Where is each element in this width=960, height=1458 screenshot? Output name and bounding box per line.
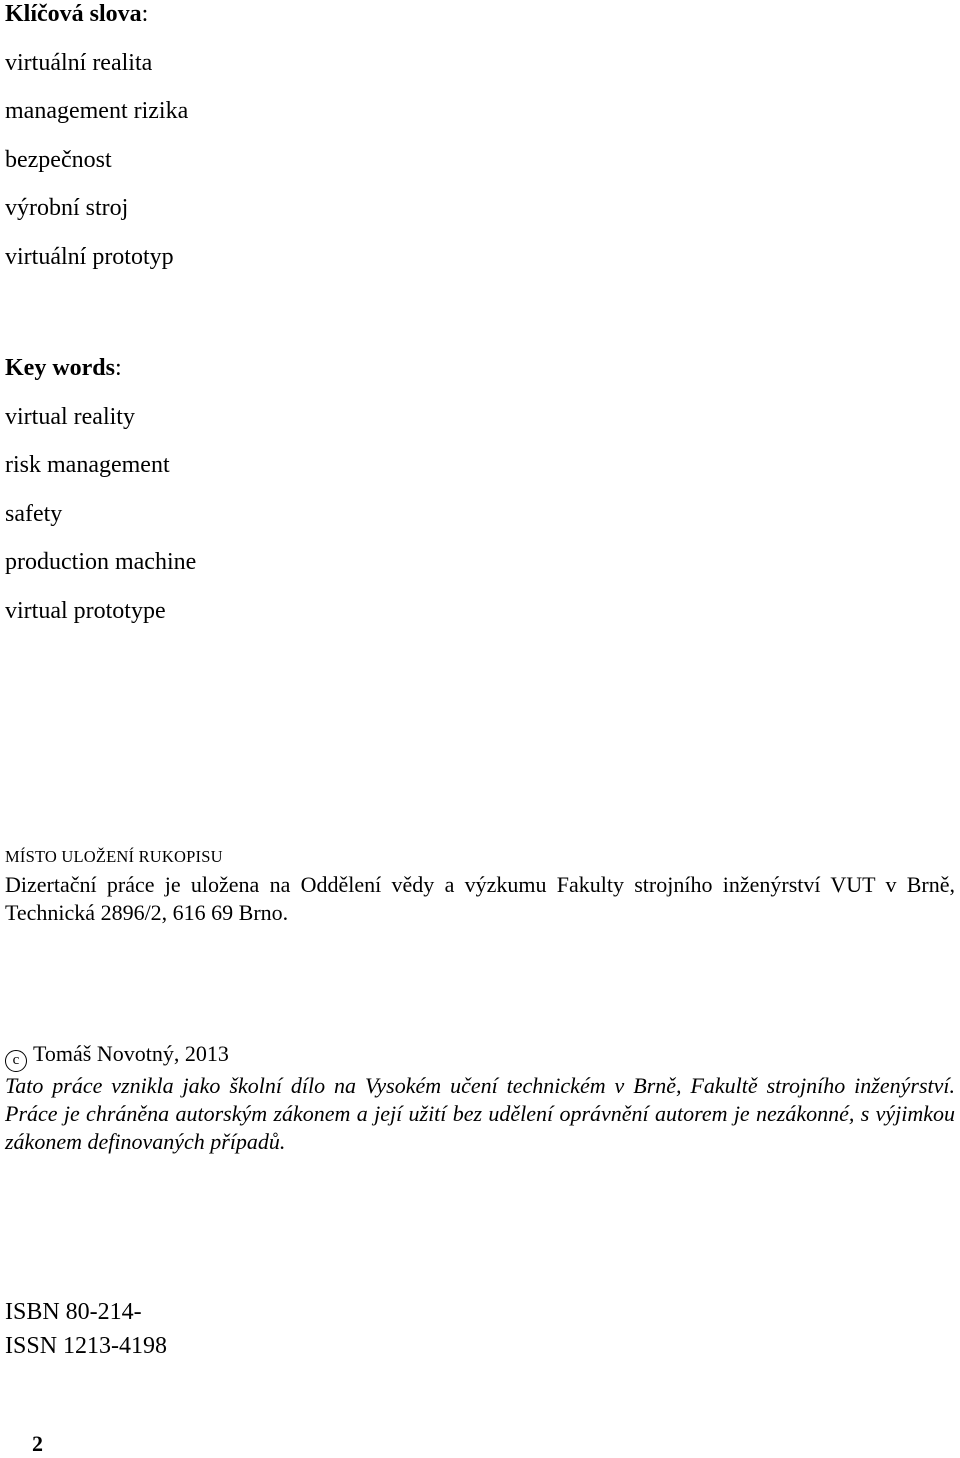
isbn: ISBN 80-214- (5, 1299, 142, 1325)
issn: ISSN 1213-4198 (5, 1333, 168, 1359)
keywords-cz-heading: Klíčová slova: (5, 1, 149, 27)
keyword-cz-item: management rizika (5, 98, 189, 124)
keyword-cz-item: bezpečnost (5, 146, 112, 173)
keyword-cz-item: výrobní stroj (5, 195, 129, 221)
keyword-en-item: safety (5, 500, 63, 527)
copyright-owner: Tomáš Novotný, 2013 (33, 1041, 229, 1066)
keyword-en-item: production machine (5, 549, 197, 575)
copyright-notice: Tato práce vznikla jako školní dílo na Vysokém učení technickém v Brně, Fakultě strojního inženýrství. Práce je chráněna autorským zákonem a její užití bez udělení oprávnění autorem je nezákonné, s výjimkou zákonem definovaných případů. (5, 1073, 955, 1154)
page-number: 2 (32, 1431, 43, 1456)
keywords-cz-section (5, 0, 188, 281)
storage-text: Dizertační práce je uložena na Oddělení vědy a výzkumu Fakulty strojního inženýrství VUT v Brně, Technická 2896/2, 616 69 Brno. (5, 872, 955, 925)
keyword-en-item: virtual reality (5, 403, 135, 430)
copyright-icon: c (5, 1050, 27, 1072)
keyword-en-item: risk management (5, 452, 170, 478)
manuscript-storage-section (5, 846, 955, 927)
keywords-en-heading: Key words: (5, 355, 122, 381)
copyright-owner-line (5, 1040, 955, 1072)
keyword-cz-item: virtuální realita (5, 49, 153, 76)
keywords-en-section (5, 344, 196, 635)
keyword-en-item: virtual prototype (5, 597, 166, 624)
storage-label: MÍSTO ULOŽENÍ RUKOPISU (5, 847, 223, 866)
copyright-section (5, 1040, 955, 1156)
identifiers-section (5, 1295, 167, 1363)
keyword-cz-item: virtuální prototyp (5, 243, 174, 270)
